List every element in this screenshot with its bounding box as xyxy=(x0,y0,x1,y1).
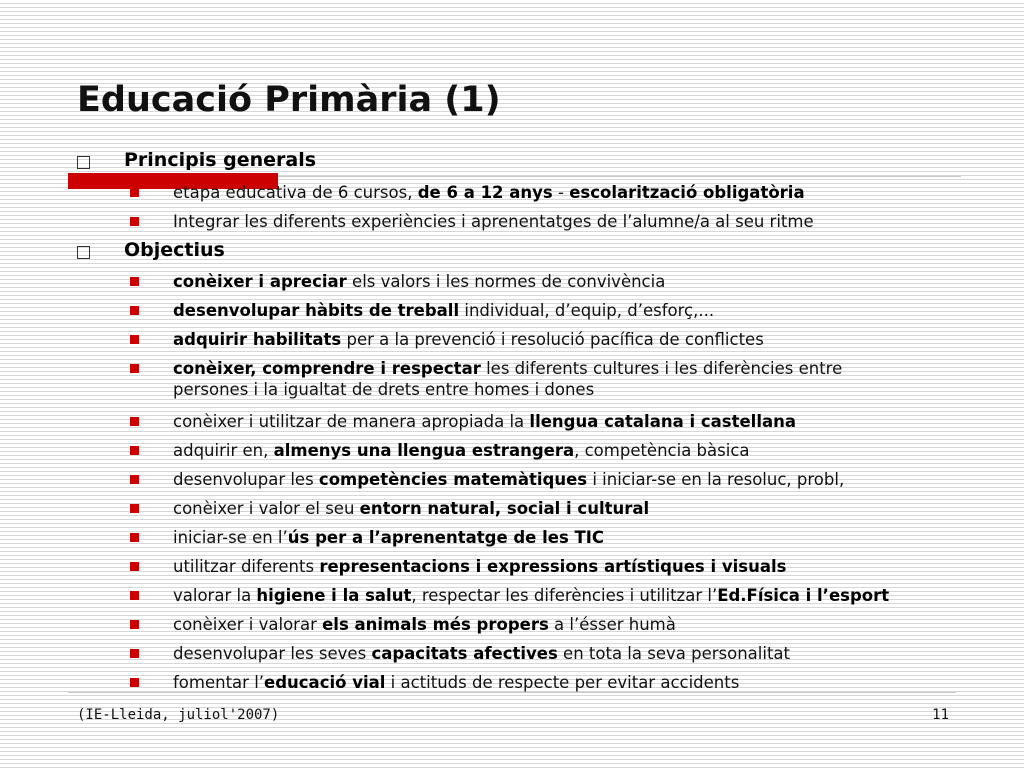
bullet-text xyxy=(173,440,918,461)
bold-segment: llengua catalana i castellana xyxy=(529,412,796,431)
bullet-text xyxy=(173,643,918,664)
text-segment: a l’ésser humà xyxy=(548,615,676,634)
bold-segment: educació vial xyxy=(264,673,386,692)
bold-segment: desenvolupar hàbits de treball xyxy=(173,301,460,320)
bullet-text xyxy=(173,585,918,606)
bullet-text xyxy=(173,271,918,292)
text-segment: desenvolupar les xyxy=(173,470,319,489)
text-segment: per a la prevenció i resolució pacífica de conflictes xyxy=(341,330,764,349)
red-square-bullet-icon xyxy=(130,620,139,629)
section-heading-text: Objectius xyxy=(124,239,225,261)
bold-segment: representacions i expressions artístiques i visuals xyxy=(319,557,787,576)
red-square-bullet-icon xyxy=(130,475,139,484)
text-segment: etapa educativa de 6 cursos, xyxy=(173,183,418,202)
red-square-bullet-icon xyxy=(130,649,139,658)
bullet-text xyxy=(173,556,918,577)
text-segment: , competència bàsica xyxy=(574,441,750,460)
text-segment: adquirir en, xyxy=(173,441,274,460)
text-segment: fomentar l’ xyxy=(173,673,265,692)
footer-source: (IE-Lleida, juliol'2007) xyxy=(77,707,280,723)
text-segment: en tota la seva personalitat xyxy=(557,644,790,663)
bullet-text xyxy=(173,672,918,693)
bold-segment: capacitats afectives xyxy=(371,644,558,663)
red-square-bullet-icon xyxy=(130,678,139,687)
bold-segment: higiene i la salut xyxy=(256,586,412,605)
bold-segment: entorn natural, social i cultural xyxy=(359,499,650,518)
bullet-text xyxy=(173,527,918,548)
text-segment: els valors i les normes de convivència xyxy=(346,272,666,291)
red-square-bullet-icon xyxy=(130,277,139,286)
red-square-bullet-icon xyxy=(130,217,139,226)
bullet-text xyxy=(173,411,918,432)
bold-segment: de 6 a 12 anys xyxy=(417,183,553,202)
slide-title: Educació Primària (1) xyxy=(77,80,501,120)
bullet-text xyxy=(173,300,918,321)
text-segment: les diferents cultures i les diferències entre persones i la igualtat de drets entre homes i dones xyxy=(173,359,843,399)
bullet-text xyxy=(173,614,918,635)
red-square-bullet-icon xyxy=(130,504,139,513)
red-square-bullet-icon xyxy=(130,562,139,571)
text-segment: , respectar les diferències i utilitzar l’ xyxy=(411,586,718,605)
bullet-text xyxy=(173,498,918,519)
bold-segment: Ed.Física i l’esport xyxy=(717,586,890,605)
hollow-square-bullet-icon xyxy=(77,246,90,259)
section-heading-text: Principis generals xyxy=(124,149,317,171)
bullet-text xyxy=(173,358,918,400)
bullet-text xyxy=(173,182,918,203)
red-square-bullet-icon xyxy=(130,533,139,542)
text-segment: desenvolupar les seves xyxy=(173,644,372,663)
text-segment: i actituds de respecte per evitar accidents xyxy=(385,673,740,692)
text-segment: valorar la xyxy=(173,586,257,605)
text-segment: Integrar les diferents experiències i aprenentatges de l’alumne/a al seu ritme xyxy=(173,212,814,231)
bold-segment: els animals més propers xyxy=(322,615,549,634)
red-square-bullet-icon xyxy=(130,364,139,373)
bold-segment: escolarització obligatòria xyxy=(569,183,805,202)
bold-segment: ús per a l’aprenentatge de les TIC xyxy=(287,528,605,547)
bold-segment: almenys una llengua estrangera xyxy=(273,441,575,460)
text-segment: conèixer i valorar xyxy=(173,615,323,634)
red-square-bullet-icon xyxy=(130,335,139,344)
text-segment: conèixer i utilitzar de manera apropiada la xyxy=(173,412,530,431)
text-segment: conèixer i valor el seu xyxy=(173,499,360,518)
text-segment: i iniciar-se en la resoluc, probl, xyxy=(587,470,845,489)
red-square-bullet-icon xyxy=(130,446,139,455)
red-square-bullet-icon xyxy=(130,188,139,197)
text-segment: utilitzar diferents xyxy=(173,557,320,576)
bold-segment: adquirir habilitats xyxy=(173,330,342,349)
bold-segment: competències matemàtiques xyxy=(318,470,588,489)
bold-segment: conèixer i apreciar xyxy=(173,272,347,291)
top-divider xyxy=(278,176,961,177)
red-square-bullet-icon xyxy=(130,306,139,315)
bullet-text xyxy=(173,211,918,232)
page-number: 11 xyxy=(932,707,949,723)
text-segment: individual, d’equip, d’esforç,... xyxy=(459,301,715,320)
text-segment: iniciar-se en l’ xyxy=(173,528,288,547)
bullet-text xyxy=(173,469,918,490)
text-segment: - xyxy=(552,183,570,202)
red-square-bullet-icon xyxy=(130,417,139,426)
bullet-text xyxy=(173,329,918,350)
bold-segment: conèixer, comprendre i respectar xyxy=(173,359,481,378)
hollow-square-bullet-icon xyxy=(77,156,90,169)
red-square-bullet-icon xyxy=(130,591,139,600)
bottom-divider xyxy=(68,692,956,693)
